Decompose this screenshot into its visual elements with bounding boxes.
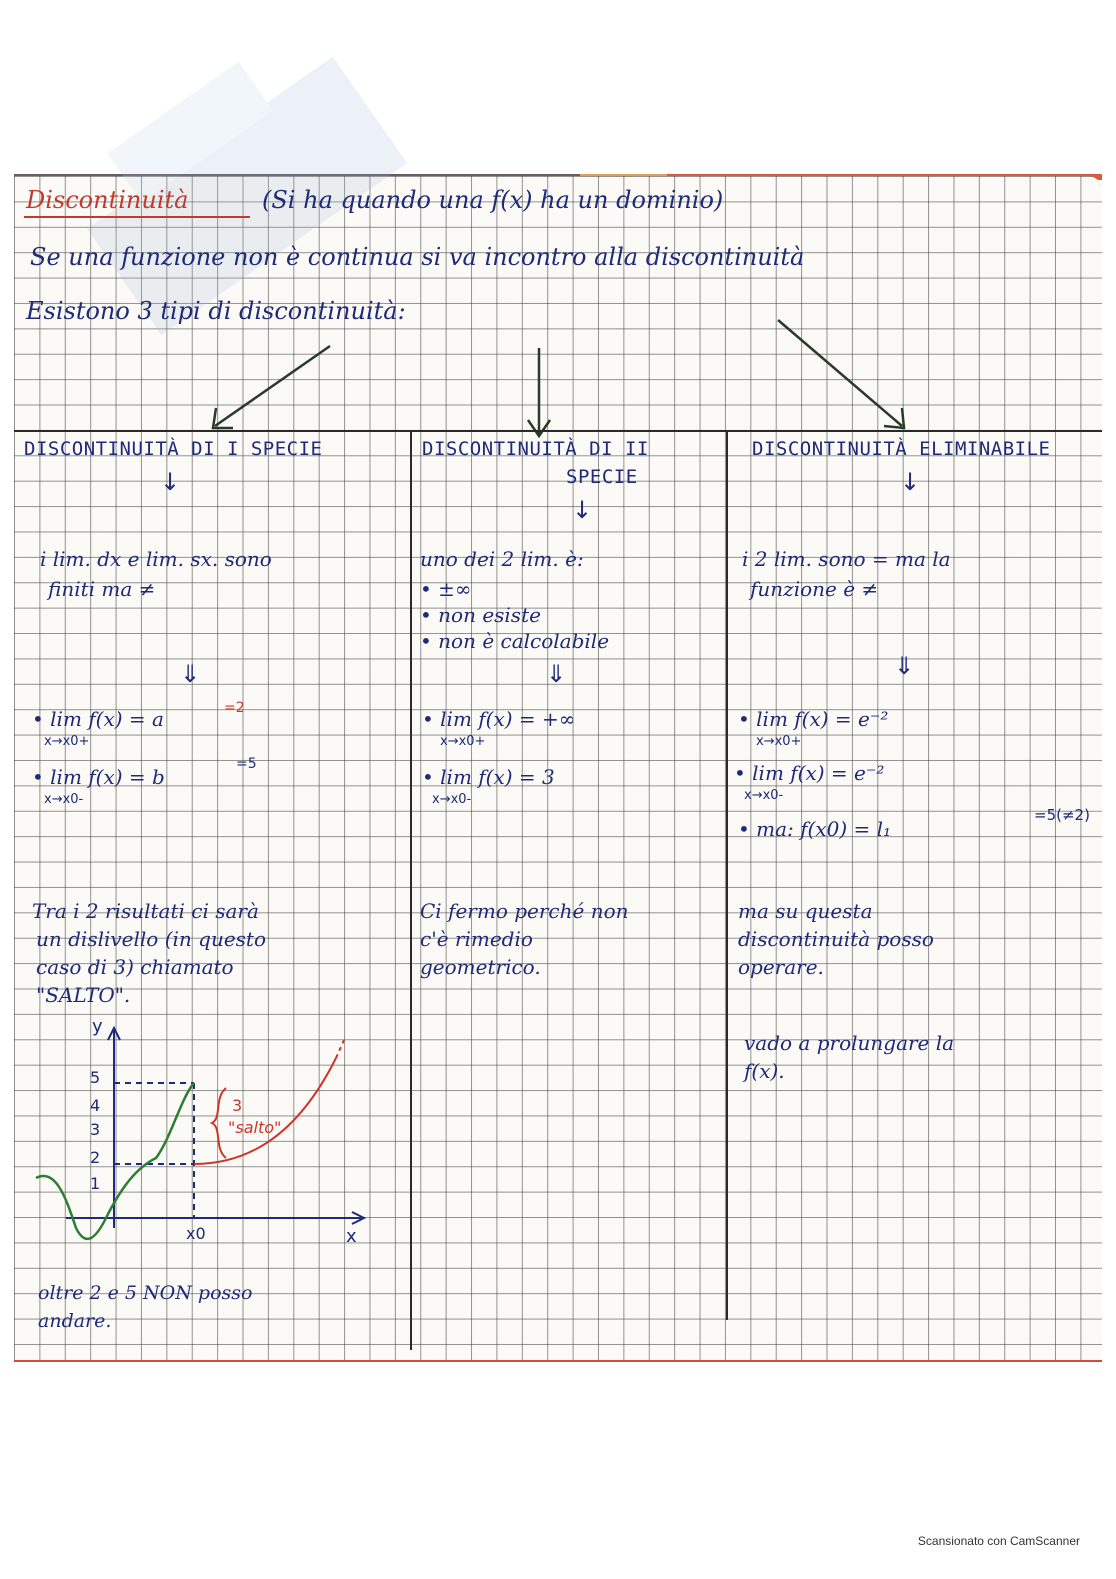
col3-limit-3: • ma: f(x0) = l₁	[738, 817, 892, 841]
col2-desc-1: uno dei 2 lim. è:	[420, 547, 584, 571]
page-title: Discontinuità	[26, 186, 189, 214]
col2-bullet-1: • ±∞	[420, 577, 472, 601]
col3-down-arrow: ↓	[900, 468, 921, 496]
col3-extra-1: vado a prolungare la	[744, 1031, 955, 1055]
col1-expl-1: Tra i 2 risultati ci sarà	[32, 899, 259, 923]
col3-limit-2: • lim f(x) = e⁻²	[734, 761, 885, 785]
graph-y-tick-4: 4	[90, 1096, 101, 1115]
col2-limit-1: • lim f(x) = +∞	[422, 707, 576, 731]
graph-y-tick-5: 5	[90, 1068, 101, 1087]
col1-limit-1: • lim f(x) = a	[32, 707, 164, 731]
col1-expl-3: caso di 3) chiamato	[36, 955, 234, 979]
graph-y-tick-3: 3	[90, 1120, 101, 1139]
col1-expl-2: un dislivello (in questo	[36, 927, 266, 951]
col1-implies-arrow: ⇓	[180, 660, 201, 688]
col3-limit-1-sub: x→x0+	[756, 734, 802, 749]
page-subtitle: (Si ha quando una f(x) ha un dominio)	[262, 186, 724, 214]
graph-x-label: x	[346, 1226, 357, 1247]
col1-limit-1-sub: x→x0+	[44, 734, 90, 749]
graph-y-tick-1: 1	[90, 1174, 101, 1193]
col2-limit-2: • lim f(x) = 3	[422, 765, 555, 789]
col1-limit-2-note: =5	[236, 756, 257, 772]
col1-desc-2: finiti ma ≠	[48, 577, 156, 601]
col1-limit-1-note: =2	[224, 700, 245, 716]
col2-limit-1-sub: x→x0+	[440, 734, 486, 749]
col2-heading-line-1: DISCONTINUITÀ DI II	[422, 438, 649, 460]
col3-desc-2: funzione è ≠	[750, 577, 879, 601]
col1-footer-2: andare.	[38, 1310, 112, 1332]
col2-expl-1: Ci fermo perché non	[420, 899, 629, 923]
col2-bullet-3: • non è calcolabile	[420, 629, 610, 653]
col3-limit-3-note: =5(≠2)	[1034, 806, 1090, 824]
col3-desc-1: i 2 lim. sono = ma la	[742, 547, 951, 571]
col2-expl-3: geometrico.	[420, 955, 541, 979]
table-top-border	[14, 430, 1102, 432]
graph-jump-value: 3	[232, 1096, 243, 1115]
column-divider-2	[726, 430, 728, 1320]
col3-limit-1: • lim f(x) = e⁻²	[738, 707, 889, 731]
col1-desc-1: i lim. dx e lim. sx. sono	[40, 547, 272, 571]
intro-line-2: Esistono 3 tipi di discontinuità:	[26, 297, 406, 325]
scanner-label: Scansionato con CamScanner	[917, 1534, 1080, 1548]
col1-expl-4: "SALTO".	[36, 983, 131, 1007]
col3-expl-3: operare.	[738, 955, 824, 979]
col3-expl-1: ma su questa	[738, 899, 873, 923]
graph-y-label: y	[92, 1016, 103, 1037]
graph-jump-word: "salto"	[228, 1118, 282, 1137]
col1-down-arrow: ↓	[160, 468, 181, 496]
jump-discontinuity-graph	[26, 1018, 386, 1254]
col2-limit-2-sub: x→x0-	[432, 792, 472, 807]
col3-limit-2-sub: x→x0-	[744, 788, 784, 803]
intro-line-1: Se una funzione non è continua si va incontro alla discontinuità	[30, 243, 805, 271]
col1-heading: DISCONTINUITÀ DI I SPECIE	[24, 438, 323, 460]
col1-footer-1: oltre 2 e 5 NON posso	[38, 1282, 253, 1304]
col3-extra-2: f(x).	[744, 1059, 785, 1083]
graph-x0-label: x0	[186, 1224, 206, 1243]
col2-implies-arrow: ⇓	[546, 660, 567, 688]
col3-expl-2: discontinuità posso	[738, 927, 934, 951]
column-divider-1	[410, 430, 412, 1350]
col2-bullet-2: • non esiste	[420, 603, 541, 627]
col3-heading: DISCONTINUITÀ ELIMINABILE	[752, 438, 1051, 460]
col2-down-arrow: ↓	[572, 496, 593, 524]
col1-limit-2-sub: x→x0-	[44, 792, 84, 807]
col3-implies-arrow: ⇓	[894, 652, 915, 680]
col2-heading-line-2: SPECIE	[566, 466, 638, 488]
graph-y-tick-2: 2	[90, 1148, 101, 1167]
col1-limit-2: • lim f(x) = b	[32, 765, 165, 789]
col2-expl-2: c'è rimedio	[420, 927, 533, 951]
